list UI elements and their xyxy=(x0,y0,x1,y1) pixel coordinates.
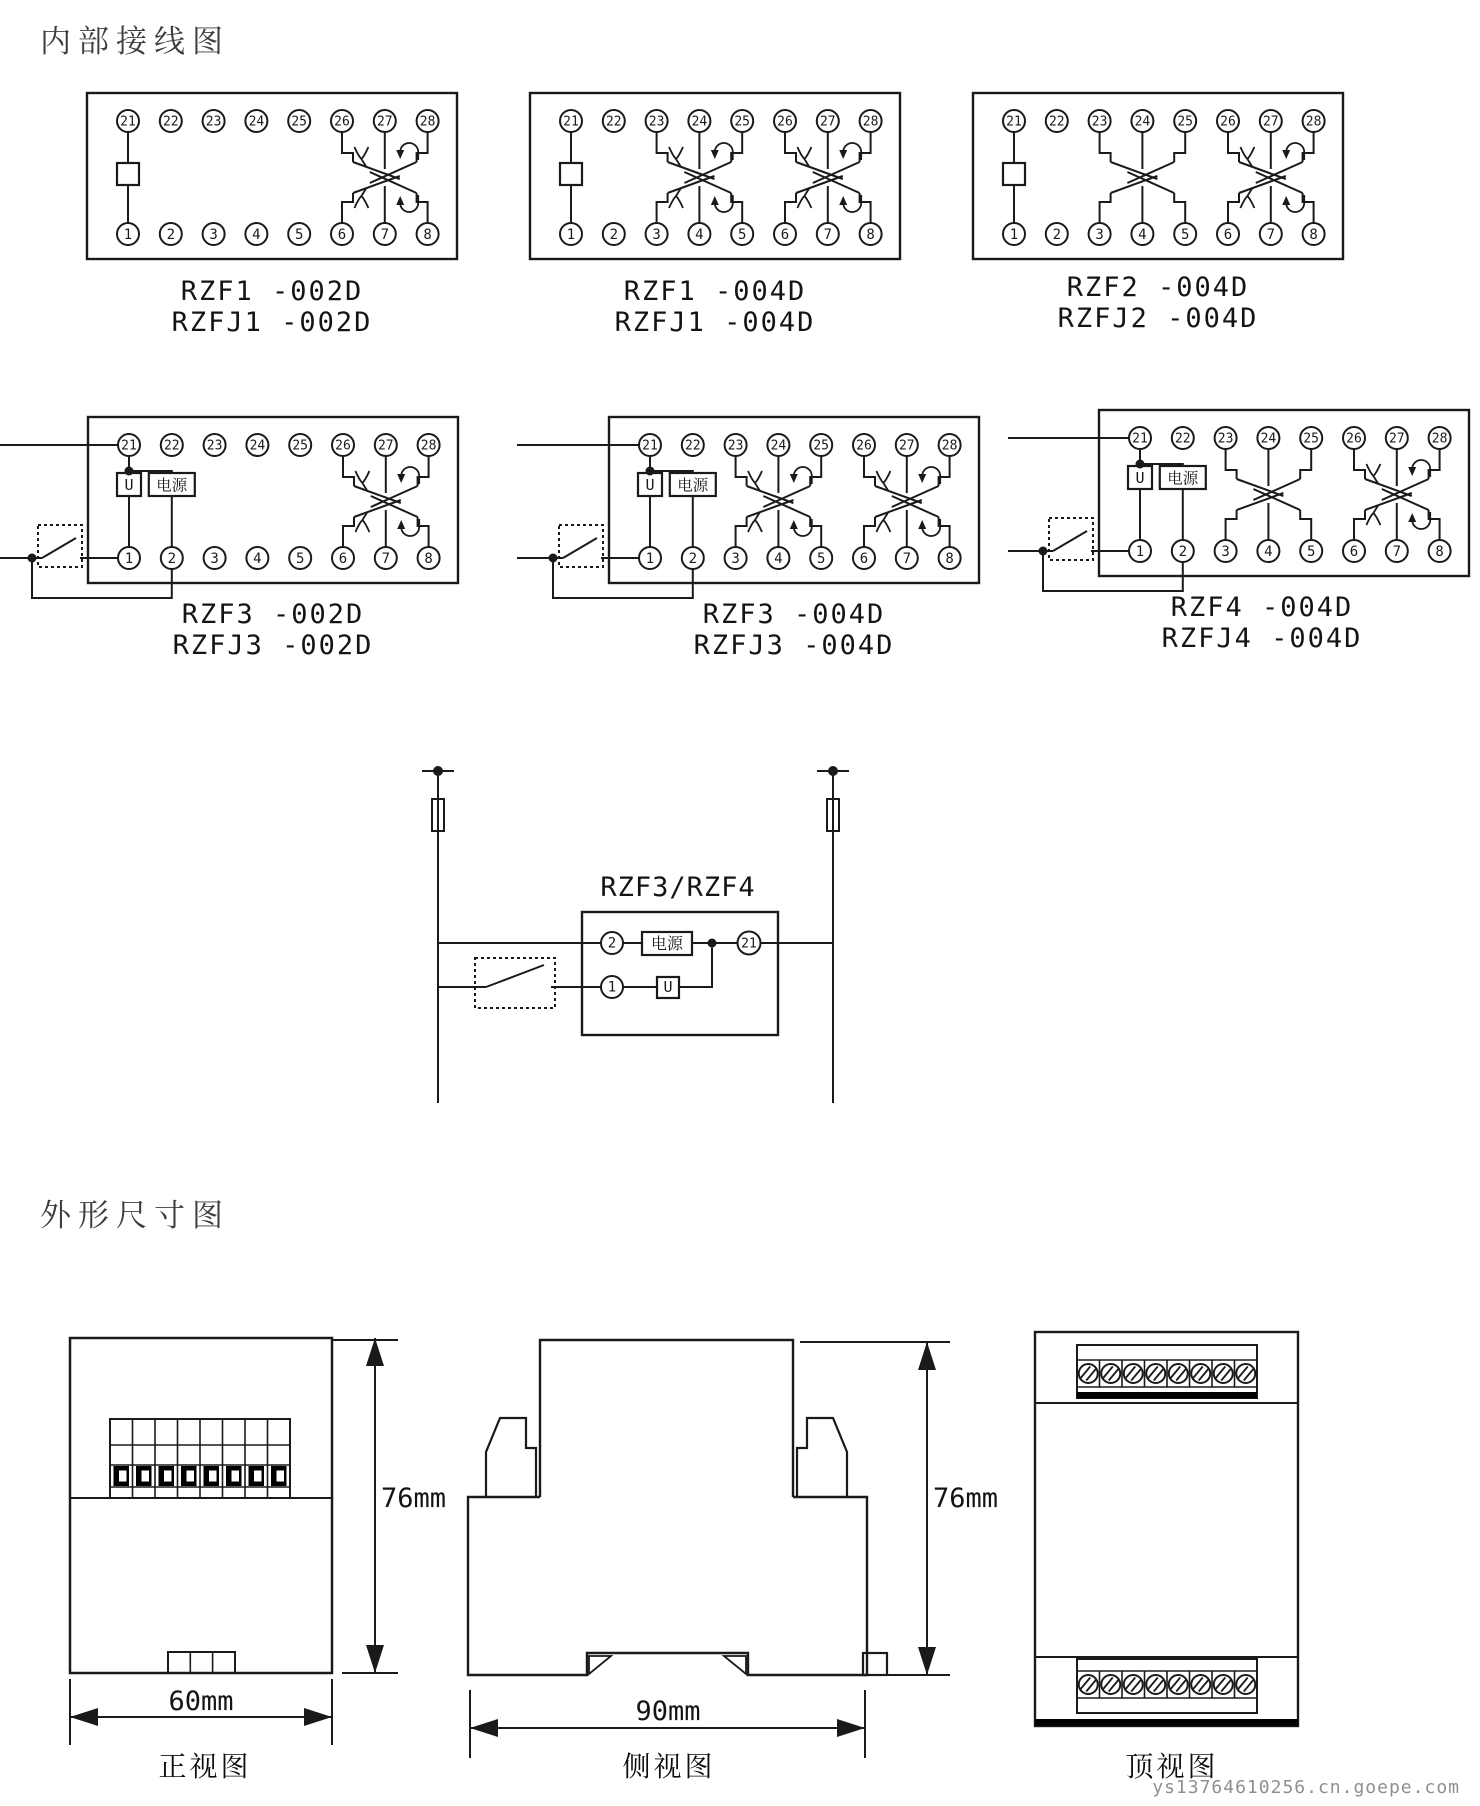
pin-21 xyxy=(1129,427,1151,449)
pin-number: 28 xyxy=(419,114,436,130)
pin-number: 22 xyxy=(605,114,622,130)
pin-number: 26 xyxy=(856,438,872,454)
pin-number: 27 xyxy=(377,438,394,454)
pin-2 xyxy=(1046,223,1068,245)
pin-number: 6 xyxy=(1223,226,1233,243)
pin-26 xyxy=(1343,427,1365,449)
pin-number: 5 xyxy=(295,550,305,567)
pin-8 xyxy=(939,547,961,569)
pin-27 xyxy=(817,110,839,132)
pin-number: 22 xyxy=(1048,114,1065,130)
pin-number: 26 xyxy=(1220,114,1236,130)
relay-unit-rzf4-004d xyxy=(1008,410,1469,591)
pin-5 xyxy=(1174,223,1196,245)
pin-1 xyxy=(117,223,139,245)
screw-terminal-icon xyxy=(1101,1675,1120,1694)
pin-number: 27 xyxy=(1262,114,1279,130)
pin-23 xyxy=(203,110,225,132)
pin-24 xyxy=(246,434,268,456)
pin-7 xyxy=(374,223,396,245)
pin-number: 2 xyxy=(166,226,176,243)
model-label: RZF4 -004D xyxy=(1170,592,1354,623)
pin-number: 25 xyxy=(291,114,308,130)
front-width-dimension: 60mm xyxy=(168,1686,234,1717)
pin-26 xyxy=(331,110,353,132)
pin-number: 25 xyxy=(1177,114,1194,130)
relay-coil xyxy=(1003,132,1025,223)
pin-28 xyxy=(939,434,961,456)
pin-number: 4 xyxy=(252,226,261,243)
front-view xyxy=(70,1338,398,1745)
pin-number: 24 xyxy=(691,114,708,130)
pin-number: 21 xyxy=(121,438,137,454)
pin-number: 5 xyxy=(816,550,826,567)
pin-1 xyxy=(560,223,582,245)
height-dimension-76mm xyxy=(800,1342,950,1675)
external-contact-box xyxy=(1049,518,1093,560)
pin-number: 27 xyxy=(1388,431,1405,447)
pin-number: 3 xyxy=(210,550,219,567)
pin-28 xyxy=(1303,110,1325,132)
screw-terminal-icon xyxy=(1079,1675,1098,1694)
pin-7 xyxy=(1260,223,1282,245)
relay-unit-rzf1-004d xyxy=(530,93,900,259)
pin-number: 22 xyxy=(1174,431,1191,447)
pin-24 xyxy=(245,110,267,132)
screw-terminal-icon xyxy=(1146,1675,1165,1694)
screw-terminal-icon xyxy=(1214,1364,1233,1383)
pin-2 xyxy=(160,223,182,245)
relay-unit-rzf2-004d xyxy=(973,93,1343,259)
power-element-label: 电源 xyxy=(677,476,709,495)
pin-number: 24 xyxy=(248,114,265,130)
pin-3 xyxy=(725,547,747,569)
pin-number: 8 xyxy=(424,550,433,567)
pin-number: 28 xyxy=(420,438,437,454)
screw-terminal-icon xyxy=(1169,1675,1188,1694)
pin-22 xyxy=(161,434,183,456)
model-label: RZF3 -002D xyxy=(181,599,365,630)
pin-number: 28 xyxy=(941,438,958,454)
pin-1 xyxy=(118,547,140,569)
pin-number: 4 xyxy=(1264,543,1273,560)
power-supply-module xyxy=(1008,438,1206,591)
pin-24 xyxy=(767,434,789,456)
screw-terminal-icon xyxy=(1079,1364,1098,1383)
pin-number: 6 xyxy=(338,550,348,567)
pin-6 xyxy=(774,223,796,245)
pin-4 xyxy=(245,223,267,245)
section-title-outline-dimensions: 外形尺寸图 xyxy=(40,1198,230,1234)
power-element-label: 电源 xyxy=(650,934,684,953)
pin-number: 4 xyxy=(253,550,262,567)
pin-number: 26 xyxy=(334,114,350,130)
pin-number: 1 xyxy=(645,550,655,567)
pin-number: 2 xyxy=(1178,543,1188,560)
relay-unit-rzf1-002d xyxy=(87,93,457,259)
pin-23 xyxy=(1089,110,1111,132)
pin-1 xyxy=(639,547,661,569)
pin-number: 4 xyxy=(774,550,783,567)
relay-coil xyxy=(117,132,139,223)
application-schematic xyxy=(422,766,849,1103)
pin-4 xyxy=(1131,223,1153,245)
pin-number: 1 xyxy=(566,226,576,243)
pin-6 xyxy=(1217,223,1239,245)
pin-21 xyxy=(1003,110,1025,132)
pin-27 xyxy=(1260,110,1282,132)
pin-number: 27 xyxy=(819,114,836,130)
pin-22 xyxy=(682,434,704,456)
pin-number: 23 xyxy=(206,438,223,454)
pin-number: 7 xyxy=(381,550,391,567)
pin-number: 5 xyxy=(294,226,304,243)
screw-terminal-icon xyxy=(1191,1364,1210,1383)
pin-27 xyxy=(896,434,918,456)
pin-7 xyxy=(375,547,397,569)
pin-number: 21 xyxy=(642,438,658,454)
pin-number: 3 xyxy=(731,550,740,567)
voltage-element-label: U xyxy=(645,476,655,494)
pin-number: 27 xyxy=(898,438,915,454)
watermark: ys13764610256.cn.goepe.com xyxy=(1152,1777,1460,1798)
pin-number: 23 xyxy=(1217,431,1234,447)
voltage-element-label: U xyxy=(124,476,134,494)
pin-21 xyxy=(560,110,582,132)
pin-24 xyxy=(1257,427,1279,449)
pin-number: 26 xyxy=(335,438,351,454)
pin-number: 3 xyxy=(1095,226,1104,243)
pin-number: 3 xyxy=(209,226,218,243)
pin-23 xyxy=(204,434,226,456)
screw-terminal-icon xyxy=(1236,1675,1255,1694)
pin-23 xyxy=(646,110,668,132)
power-supply-module xyxy=(0,445,195,598)
terminal-block xyxy=(110,1419,290,1498)
pin-25 xyxy=(1174,110,1196,132)
pin-number: 8 xyxy=(1309,226,1318,243)
screw-terminal-icon xyxy=(1146,1364,1165,1383)
pin-number: 24 xyxy=(770,438,787,454)
pin-2 xyxy=(161,547,183,569)
pin-number: 24 xyxy=(1134,114,1151,130)
pin-22 xyxy=(1172,427,1194,449)
pin-number: 7 xyxy=(380,226,390,243)
pin-5 xyxy=(1300,540,1322,562)
pin-number: 5 xyxy=(737,226,747,243)
pin-4 xyxy=(688,223,710,245)
pin-number: 25 xyxy=(1303,431,1320,447)
model-label: RZF1 -002D xyxy=(180,276,364,307)
bus-left xyxy=(422,766,454,1103)
pin-number: 1 xyxy=(123,226,133,243)
pin-6 xyxy=(853,547,875,569)
pin-number: 8 xyxy=(423,226,432,243)
pin-number: 1 xyxy=(124,550,134,567)
pin-28 xyxy=(1429,427,1451,449)
pin-number: 21 xyxy=(120,114,136,130)
pin-number: 21 xyxy=(1132,431,1148,447)
pin-27 xyxy=(374,110,396,132)
pin-25 xyxy=(731,110,753,132)
pin-6 xyxy=(1343,540,1365,562)
section-title-internal-wiring: 内部接线图 xyxy=(40,24,230,60)
pin-4 xyxy=(767,547,789,569)
pin-28 xyxy=(418,434,440,456)
pin-number: 21 xyxy=(563,114,579,130)
screw-terminal-icon xyxy=(1214,1675,1233,1694)
pin-27 xyxy=(375,434,397,456)
pin-number: 4 xyxy=(1138,226,1147,243)
pin-number: 6 xyxy=(859,550,869,567)
pin-28 xyxy=(417,110,439,132)
relay-coil xyxy=(560,132,582,223)
pin-number: 3 xyxy=(1221,543,1230,560)
pin-number: 22 xyxy=(684,438,701,454)
pin-8 xyxy=(860,223,882,245)
pin-3 xyxy=(1089,223,1111,245)
pin-number: 25 xyxy=(292,438,309,454)
pin-number: 28 xyxy=(1305,114,1322,130)
pin-3 xyxy=(1215,540,1237,562)
pin-1 xyxy=(1003,223,1025,245)
pin-6 xyxy=(332,547,354,569)
front-height-dimension: 76mm xyxy=(381,1483,447,1514)
pin-number: 28 xyxy=(862,114,879,130)
screw-terminal-icon xyxy=(1191,1675,1210,1694)
pin-5 xyxy=(731,223,753,245)
model-label: RZFJ2 -004D xyxy=(1057,303,1259,334)
pin-23 xyxy=(1215,427,1237,449)
pin-1 xyxy=(1129,540,1151,562)
side-width-dimension: 90mm xyxy=(635,1696,701,1727)
top-view-label: 顶视图 xyxy=(1125,1750,1219,1783)
pin-2 xyxy=(1172,540,1194,562)
pin-8 xyxy=(1303,223,1325,245)
side-view-label: 侧视图 xyxy=(622,1750,716,1783)
terminal-21: 21 xyxy=(741,936,757,952)
pin-21 xyxy=(639,434,661,456)
pin-number: 27 xyxy=(376,114,393,130)
pin-number: 7 xyxy=(1266,226,1276,243)
relay-unit-rzf3-004d xyxy=(517,417,979,598)
pin-number: 23 xyxy=(1091,114,1108,130)
voltage-element-label: U xyxy=(1135,469,1145,487)
pin-number: 2 xyxy=(688,550,698,567)
pin-number: 8 xyxy=(1435,543,1444,560)
pin-number: 2 xyxy=(609,226,619,243)
terminal-1: 1 xyxy=(607,979,617,996)
pin-number: 26 xyxy=(777,114,793,130)
pin-number: 23 xyxy=(727,438,744,454)
pin-number: 22 xyxy=(162,114,179,130)
terminal-2: 2 xyxy=(607,935,617,952)
pin-22 xyxy=(1046,110,1068,132)
pin-6 xyxy=(331,223,353,245)
model-label: RZFJ1 -004D xyxy=(614,307,816,338)
pin-number: 8 xyxy=(866,226,875,243)
model-label: RZFJ3 -004D xyxy=(693,630,895,661)
pin-8 xyxy=(417,223,439,245)
pin-26 xyxy=(774,110,796,132)
pin-7 xyxy=(817,223,839,245)
pin-2 xyxy=(682,547,704,569)
pin-number: 6 xyxy=(337,226,347,243)
pin-5 xyxy=(810,547,832,569)
pin-26 xyxy=(853,434,875,456)
relay-unit-rzf3-002d xyxy=(0,417,458,598)
pin-3 xyxy=(204,547,226,569)
model-label: RZFJ3 -002D xyxy=(172,630,374,661)
model-label: RZFJ4 -004D xyxy=(1161,623,1363,654)
pin-number: 21 xyxy=(1006,114,1022,130)
pin-21 xyxy=(118,434,140,456)
pin-7 xyxy=(896,547,918,569)
terminal-strip xyxy=(1077,1659,1257,1713)
pin-number: 1 xyxy=(1009,226,1019,243)
external-contact-box xyxy=(559,525,603,567)
pin-number: 7 xyxy=(902,550,912,567)
pin-number: 25 xyxy=(734,114,751,130)
pin-number: 6 xyxy=(780,226,790,243)
power-element-label: 电源 xyxy=(1167,469,1199,488)
pin-number: 1 xyxy=(1135,543,1145,560)
pin-8 xyxy=(1429,540,1451,562)
side-height-dimension: 76mm xyxy=(933,1483,999,1514)
pin-number: 26 xyxy=(1346,431,1362,447)
pin-3 xyxy=(646,223,668,245)
pin-number: 7 xyxy=(1392,543,1402,560)
screw-terminal-icon xyxy=(1101,1364,1120,1383)
screw-terminal-icon xyxy=(1124,1675,1143,1694)
pin-22 xyxy=(160,110,182,132)
power-supply-module xyxy=(517,445,716,598)
pin-5 xyxy=(288,223,310,245)
pin-8 xyxy=(418,547,440,569)
model-label: RZF2 -004D xyxy=(1066,272,1250,303)
pin-number: 23 xyxy=(648,114,665,130)
pin-number: 25 xyxy=(813,438,830,454)
pin-number: 2 xyxy=(1052,226,1062,243)
pin-number: 8 xyxy=(945,550,954,567)
voltage-element-label: U xyxy=(663,978,673,996)
pin-number: 24 xyxy=(249,438,266,454)
pin-2 xyxy=(603,223,625,245)
pin-22 xyxy=(603,110,625,132)
pin-25 xyxy=(1300,427,1322,449)
pin-number: 28 xyxy=(1431,431,1448,447)
pin-4 xyxy=(1257,540,1279,562)
pin-4 xyxy=(246,547,268,569)
pin-24 xyxy=(1131,110,1153,132)
model-label: RZF3 -004D xyxy=(702,599,886,630)
pin-28 xyxy=(860,110,882,132)
pin-27 xyxy=(1386,427,1408,449)
external-contact-box xyxy=(38,525,82,567)
model-label: RZF1 -004D xyxy=(623,276,807,307)
pin-5 xyxy=(289,547,311,569)
bus-right xyxy=(817,766,849,1103)
screw-terminal-icon xyxy=(1124,1364,1143,1383)
pin-23 xyxy=(725,434,747,456)
pin-number: 5 xyxy=(1180,226,1190,243)
power-element-label: 电源 xyxy=(156,476,188,495)
front-view-label: 正视图 xyxy=(158,1750,252,1783)
schematic-title: RZF3/RZF4 xyxy=(600,872,756,903)
model-label: RZFJ1 -002D xyxy=(171,307,373,338)
pin-number: 5 xyxy=(1306,543,1316,560)
pin-26 xyxy=(332,434,354,456)
pin-number: 4 xyxy=(695,226,704,243)
top-view xyxy=(1035,1332,1298,1726)
pin-number: 22 xyxy=(163,438,180,454)
pin-7 xyxy=(1386,540,1408,562)
pin-26 xyxy=(1217,110,1239,132)
pin-24 xyxy=(688,110,710,132)
pin-3 xyxy=(203,223,225,245)
pin-25 xyxy=(288,110,310,132)
pin-number: 2 xyxy=(167,550,177,567)
pin-number: 6 xyxy=(1349,543,1359,560)
pin-number: 7 xyxy=(823,226,833,243)
pin-25 xyxy=(810,434,832,456)
screw-terminal-icon xyxy=(1169,1364,1188,1383)
pin-21 xyxy=(117,110,139,132)
pin-number: 24 xyxy=(1260,431,1277,447)
pin-number: 3 xyxy=(652,226,661,243)
pin-number: 23 xyxy=(205,114,222,130)
terminal-strip xyxy=(1077,1345,1257,1399)
screw-terminal-icon xyxy=(1236,1364,1255,1383)
pin-25 xyxy=(289,434,311,456)
